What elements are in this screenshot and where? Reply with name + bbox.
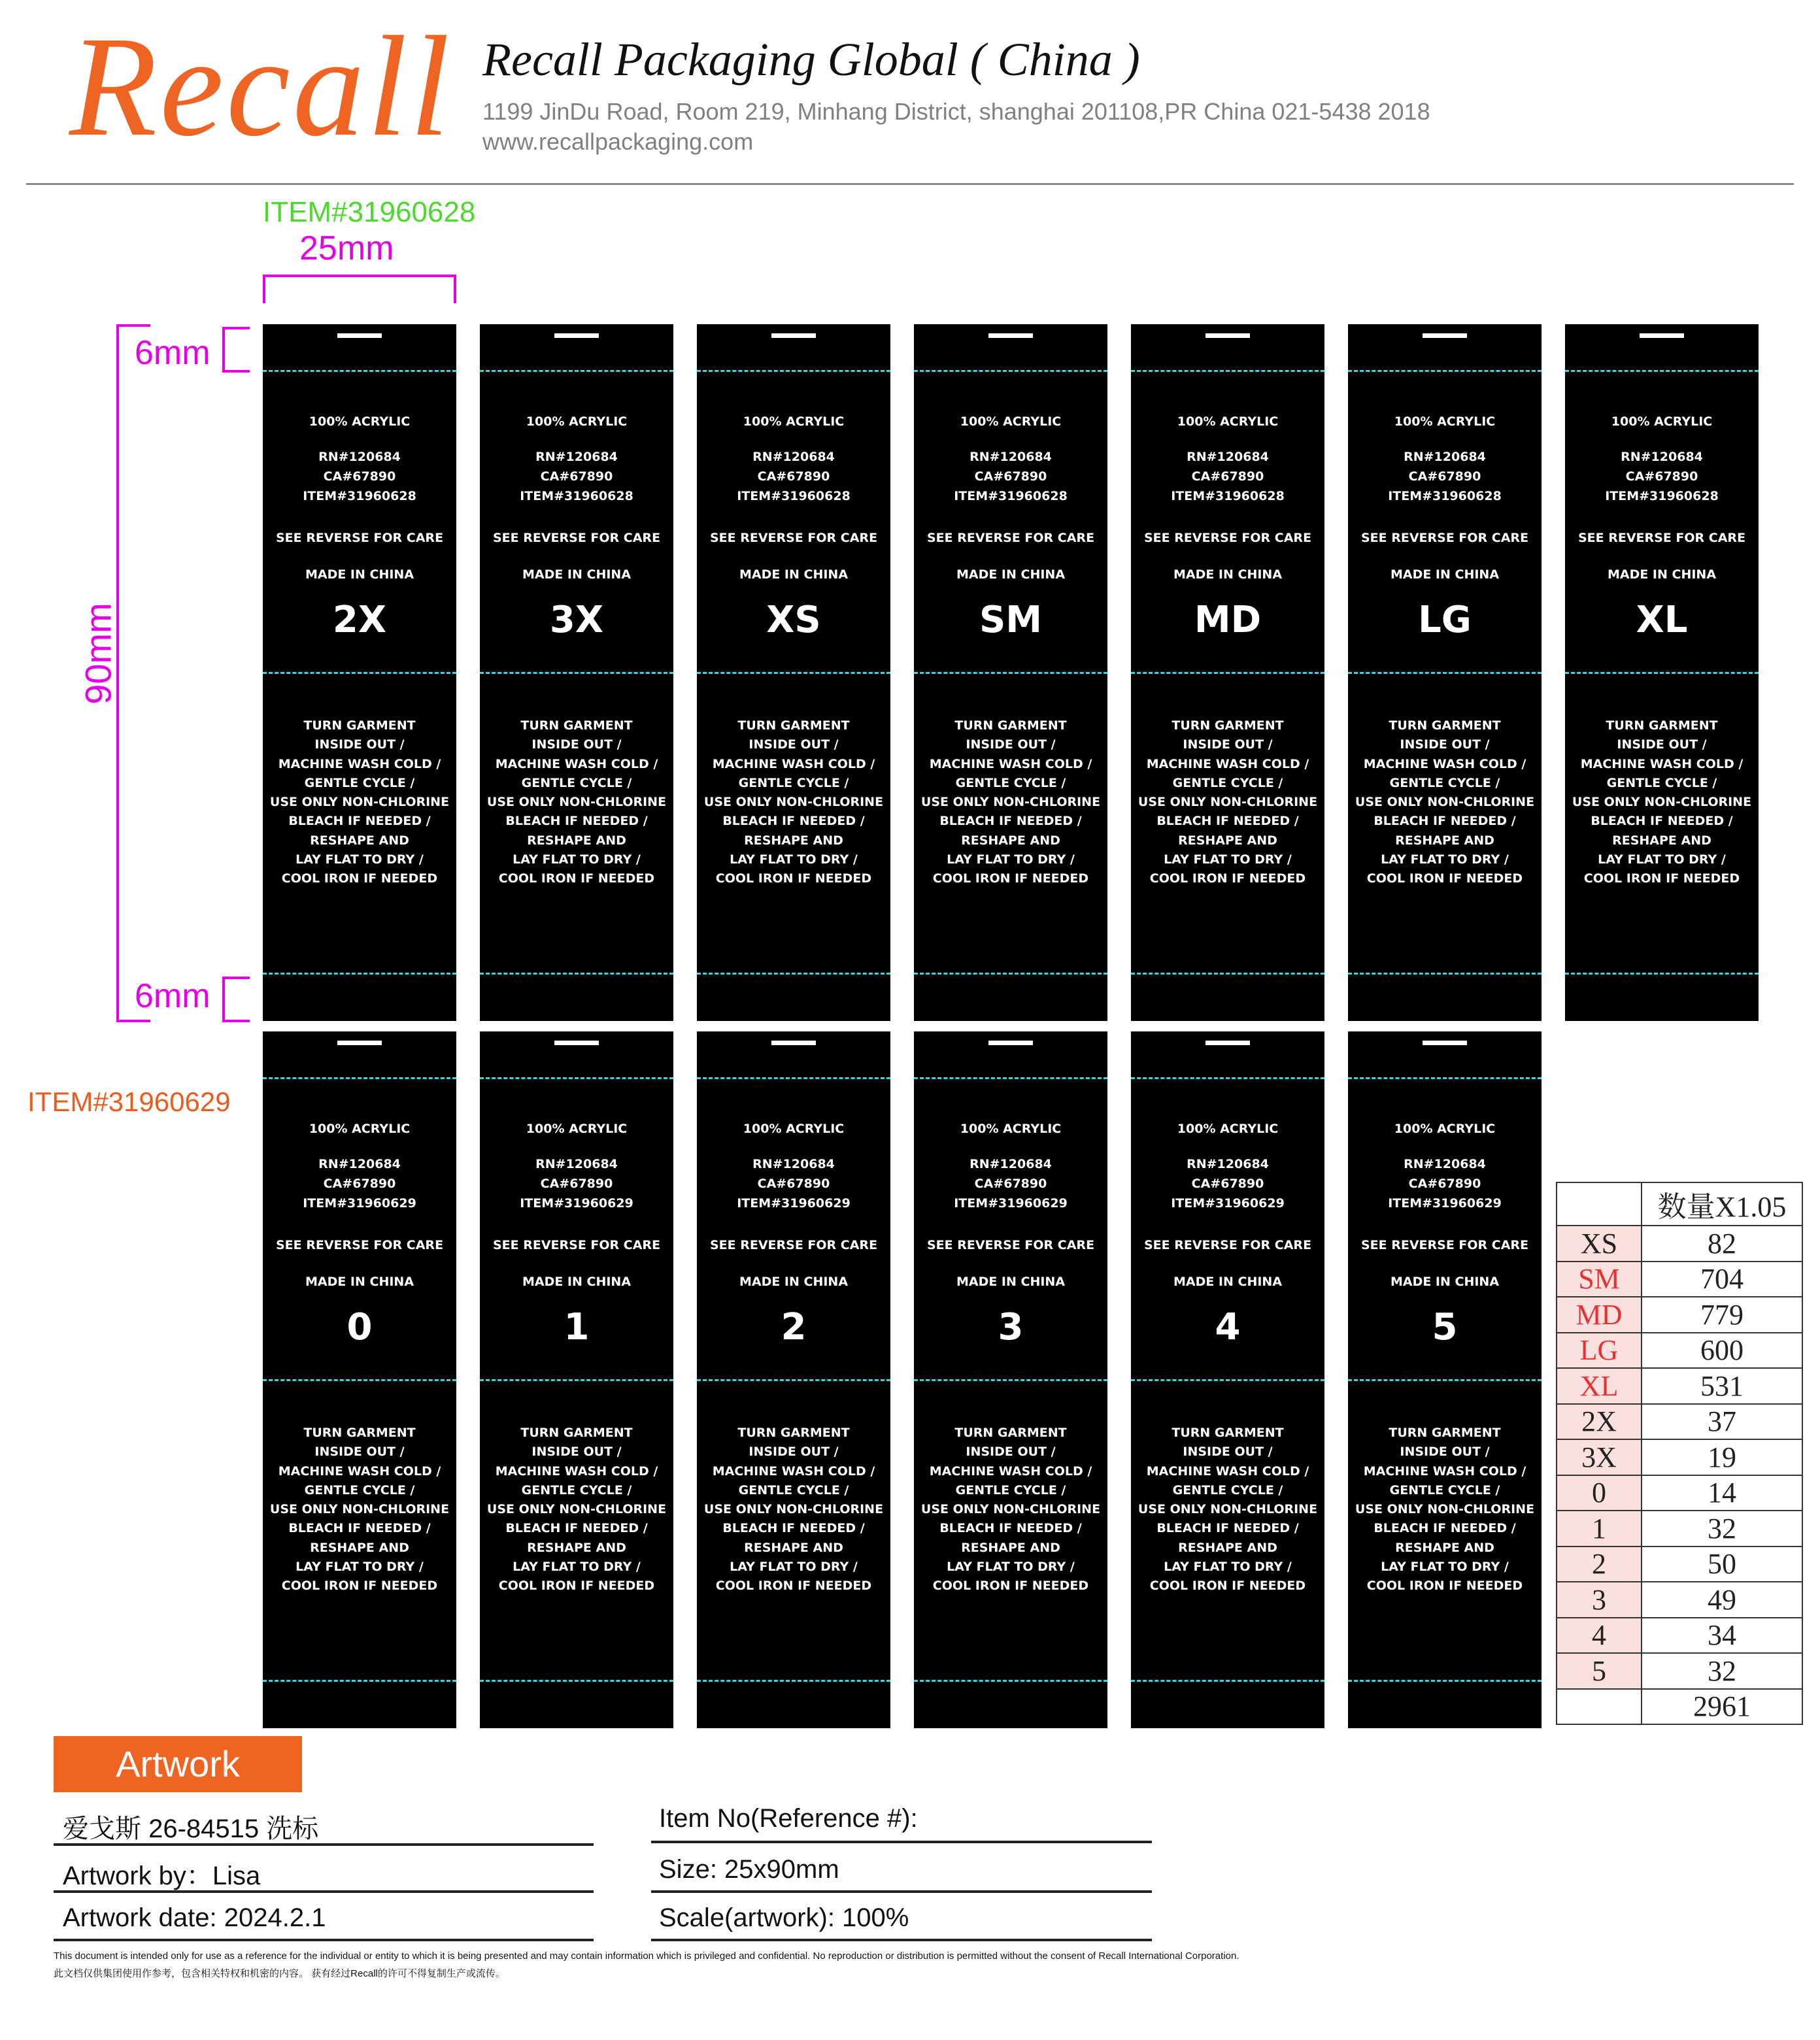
fold-line-middle xyxy=(1131,672,1324,674)
care-label xyxy=(1565,324,1759,1021)
hang-slot xyxy=(771,1041,816,1045)
fold-line-top xyxy=(914,1077,1107,1079)
quantity-cell: 82 xyxy=(1642,1226,1802,1262)
fold-line-middle xyxy=(263,1379,456,1381)
size-mark: 3X xyxy=(549,599,604,641)
fold-line-middle xyxy=(697,672,890,674)
care-instructions: TURN GARMENT INSIDE OUT / MACHINE WASH COLD / GENTLE CYCLE / USE ONLY NON-CHLORINE BLEACH IF NEEDED / RESHAPE AND LAY FLAT TO DRY / COOL IRON IF NEEDED xyxy=(1572,718,1752,886)
fold-line-bottom xyxy=(263,1680,456,1682)
label-item-number: ITEM#31960629 xyxy=(520,1196,633,1211)
ca-number: CA#67890 xyxy=(1191,1177,1264,1191)
rn-number: RN#120684 xyxy=(535,450,618,464)
quantity-cell: 531 xyxy=(1642,1368,1802,1404)
care-instructions: TURN GARMENT INSIDE OUT / MACHINE WASH COLD / GENTLE CYCLE / USE ONLY NON-CHLORINE BLEACH IF NEEDED / RESHAPE AND LAY FLAT TO DRY / COOL IRON IF NEEDED xyxy=(920,718,1101,886)
table-row xyxy=(1557,1618,1802,1654)
fiber-content: 100% ACRYLIC xyxy=(526,414,628,429)
label-item-number: ITEM#31960628 xyxy=(1171,489,1285,503)
fiber-content: 100% ACRYLIC xyxy=(960,414,1062,429)
artwork-by: Artwork by：Lisa xyxy=(63,1862,261,1890)
quantity-cell: 779 xyxy=(1642,1297,1802,1333)
care-instructions: TURN GARMENT INSIDE OUT / MACHINE WASH COLD / GENTLE CYCLE / USE ONLY NON-CHLORINE BLEACH IF NEEDED / RESHAPE AND LAY FLAT TO DRY / COOL IRON IF NEEDED xyxy=(486,1426,667,1594)
label-item-number: ITEM#31960629 xyxy=(1171,1196,1285,1211)
size-cell: 2X xyxy=(1557,1404,1642,1440)
care-label xyxy=(263,324,456,1021)
fold-line-top xyxy=(1131,1077,1324,1079)
label-item-number: ITEM#31960629 xyxy=(303,1196,416,1211)
quantity-cell: 32 xyxy=(1642,1653,1802,1689)
hang-slot xyxy=(771,333,816,338)
care-reference: SEE REVERSE FOR CARE xyxy=(1577,531,1746,545)
care-instructions: TURN GARMENT INSIDE OUT / MACHINE WASH COLD / GENTLE CYCLE / USE ONLY NON-CHLORINE BLEACH IF NEEDED / RESHAPE AND LAY FLAT TO DRY / COOL IRON IF NEEDED xyxy=(703,1426,884,1594)
fiber-content: 100% ACRYLIC xyxy=(1177,414,1279,429)
care-reference: SEE REVERSE FOR CARE xyxy=(275,1238,444,1252)
rn-number: RN#120684 xyxy=(1187,450,1269,464)
size-mark: SM xyxy=(979,599,1043,641)
disclaimer-chinese: 此文档仅供集团使用作参考，包含相关特权和机密的内容。 获有经过Recall的许可不得复制生产或流传。 xyxy=(54,1968,505,1979)
size-mark: 4 xyxy=(1215,1306,1241,1348)
table-row xyxy=(1557,1547,1802,1582)
care-reference: SEE REVERSE FOR CARE xyxy=(1143,1238,1312,1252)
care-reference: SEE REVERSE FOR CARE xyxy=(709,531,878,545)
size-mark: XL xyxy=(1636,599,1688,641)
recall-logo: Recall xyxy=(69,7,452,166)
label-item-number: ITEM#31960629 xyxy=(737,1196,851,1211)
hang-slot xyxy=(1205,1041,1250,1045)
size-cell: 0 xyxy=(1557,1475,1642,1511)
fold-line-top xyxy=(263,370,456,372)
rn-number: RN#120684 xyxy=(969,1157,1052,1171)
fiber-content: 100% ACRYLIC xyxy=(1177,1122,1279,1136)
ca-number: CA#67890 xyxy=(540,469,613,484)
table-row xyxy=(1557,1404,1802,1440)
label-item-number: ITEM#31960628 xyxy=(520,489,633,503)
fold-line-bottom xyxy=(480,1680,673,1682)
size-mark: 0 xyxy=(346,1306,373,1348)
rn-number: RN#120684 xyxy=(752,450,835,464)
care-reference: SEE REVERSE FOR CARE xyxy=(1143,531,1312,545)
ca-number: CA#67890 xyxy=(540,1177,613,1191)
item-number-bottom: ITEM#31960629 xyxy=(27,1086,231,1117)
care-reference: SEE REVERSE FOR CARE xyxy=(926,1238,1095,1252)
fold-line-bottom xyxy=(1565,973,1759,975)
size-cell: SM xyxy=(1557,1262,1642,1297)
fiber-content: 100% ACRYLIC xyxy=(1394,414,1496,429)
fiber-content: 100% ACRYLIC xyxy=(960,1122,1062,1136)
fiber-content: 100% ACRYLIC xyxy=(743,414,845,429)
care-instructions: TURN GARMENT INSIDE OUT / MACHINE WASH COLD / GENTLE CYCLE / USE ONLY NON-CHLORINE BLEACH IF NEEDED / RESHAPE AND LAY FLAT TO DRY / COOL IRON IF NEEDED xyxy=(486,718,667,886)
table-row xyxy=(1557,1439,1802,1475)
label-item-number: ITEM#31960628 xyxy=(737,489,851,503)
company-address: 1199 JinDu Road, Room 219, Minhang District, shanghai 201108,PR China 021-5438 2018 xyxy=(482,98,1430,125)
care-instructions: TURN GARMENT INSIDE OUT / MACHINE WASH COLD / GENTLE CYCLE / USE ONLY NON-CHLORINE BLEACH IF NEEDED / RESHAPE AND LAY FLAT TO DRY / COOL IRON IF NEEDED xyxy=(703,718,884,886)
care-reference: SEE REVERSE FOR CARE xyxy=(275,531,444,545)
fold-line-top xyxy=(697,1077,890,1079)
country-of-origin: MADE IN CHINA xyxy=(305,567,414,582)
size-mark: LG xyxy=(1418,599,1472,641)
label-item-number: ITEM#31960628 xyxy=(303,489,416,503)
label-item-number: ITEM#31960628 xyxy=(1605,489,1719,503)
item-no: Item No(Reference #): xyxy=(659,1804,918,1833)
care-reference: SEE REVERSE FOR CARE xyxy=(492,531,661,545)
care-label xyxy=(914,324,1107,1021)
fold-line-bottom xyxy=(914,1680,1107,1682)
company-website: www.recallpackaging.com xyxy=(482,128,754,155)
ca-number: CA#67890 xyxy=(1408,469,1481,484)
quantity-cell: 14 xyxy=(1642,1475,1802,1511)
care-instructions: TURN GARMENT INSIDE OUT / MACHINE WASH COLD / GENTLE CYCLE / USE ONLY NON-CHLORINE BLEACH IF NEEDED / RESHAPE AND LAY FLAT TO DRY / COOL IRON IF NEEDED xyxy=(269,718,450,886)
size-cell: XL xyxy=(1557,1368,1642,1404)
total-cell: 2961 xyxy=(1642,1689,1802,1725)
care-label xyxy=(1131,324,1324,1021)
size-mark: 1 xyxy=(564,1306,590,1348)
care-instructions: TURN GARMENT INSIDE OUT / MACHINE WASH COLD / GENTLE CYCLE / USE ONLY NON-CHLORINE BLEACH IF NEEDED / RESHAPE AND LAY FLAT TO DRY / COOL IRON IF NEEDED xyxy=(920,1426,1101,1594)
ca-number: CA#67890 xyxy=(1408,1177,1481,1191)
width-dimension: 25mm xyxy=(299,229,394,267)
quantity-table xyxy=(1556,1182,1803,1725)
care-label xyxy=(697,324,890,1021)
table-row xyxy=(1557,1582,1802,1618)
table-row xyxy=(1557,1333,1802,1369)
size-mark: XS xyxy=(766,599,821,641)
fold-line-bottom xyxy=(1131,973,1324,975)
item-no-rule xyxy=(651,1841,1152,1843)
care-reference: SEE REVERSE FOR CARE xyxy=(1360,531,1529,545)
fold-line-middle xyxy=(1348,672,1542,674)
artwork-badge: Artwork xyxy=(54,1736,302,1792)
project-name: 爱戈斯 26-84515 洗标 xyxy=(63,1814,319,1843)
fiber-content: 100% ACRYLIC xyxy=(743,1122,845,1136)
table-row xyxy=(1557,1475,1802,1511)
artwork-date-rule xyxy=(54,1939,594,1941)
size-cell: MD xyxy=(1557,1297,1642,1333)
bottom-margin-bracket xyxy=(222,977,250,1022)
ca-number: CA#67890 xyxy=(1625,469,1698,484)
care-reference: SEE REVERSE FOR CARE xyxy=(926,531,1095,545)
hang-slot xyxy=(988,1041,1033,1045)
fold-line-bottom xyxy=(914,973,1107,975)
fold-line-bottom xyxy=(1131,1680,1324,1682)
fiber-content: 100% ACRYLIC xyxy=(309,1122,411,1136)
fold-line-top xyxy=(1131,370,1324,372)
top-margin-bracket xyxy=(222,327,250,373)
company-name: Recall Packaging Global ( China ) xyxy=(482,33,1140,86)
size-mark: 2X xyxy=(332,599,387,641)
care-label xyxy=(697,1031,890,1728)
rn-number: RN#120684 xyxy=(318,1157,401,1171)
size-cell: 1 xyxy=(1557,1511,1642,1547)
country-of-origin: MADE IN CHINA xyxy=(305,1275,414,1289)
care-label xyxy=(263,1031,456,1728)
country-of-origin: MADE IN CHINA xyxy=(956,1275,1066,1289)
ca-number: CA#67890 xyxy=(323,469,396,484)
hang-slot xyxy=(1423,333,1467,338)
country-of-origin: MADE IN CHINA xyxy=(1173,567,1283,582)
fold-line-bottom xyxy=(697,973,890,975)
ca-number: CA#67890 xyxy=(323,1177,396,1191)
care-reference: SEE REVERSE FOR CARE xyxy=(492,1238,661,1252)
top-margin-dimension: 6mm xyxy=(135,334,211,372)
fold-line-middle xyxy=(914,672,1107,674)
total-label-cell xyxy=(1557,1689,1642,1725)
country-of-origin: MADE IN CHINA xyxy=(522,567,632,582)
table-row xyxy=(1557,1182,1802,1226)
size-cell: 3 xyxy=(1557,1582,1642,1618)
label-item-number: ITEM#31960629 xyxy=(1388,1196,1502,1211)
ca-number: CA#67890 xyxy=(757,1177,830,1191)
size-cell: LG xyxy=(1557,1333,1642,1369)
fold-line-top xyxy=(1348,1077,1542,1079)
artwork-scale: Scale(artwork): 100% xyxy=(659,1903,909,1932)
ca-number: CA#67890 xyxy=(757,469,830,484)
country-of-origin: MADE IN CHINA xyxy=(956,567,1066,582)
care-label xyxy=(1131,1031,1324,1728)
care-label xyxy=(480,324,673,1021)
quantity-cell: 704 xyxy=(1642,1262,1802,1297)
quantity-header: 数量X1.05 xyxy=(1642,1182,1802,1226)
fold-line-middle xyxy=(697,1379,890,1381)
fold-line-bottom xyxy=(697,1680,890,1682)
care-reference: SEE REVERSE FOR CARE xyxy=(709,1238,878,1252)
size-mark: MD xyxy=(1194,599,1262,641)
table-corner xyxy=(1557,1182,1642,1226)
size-cell: 2 xyxy=(1557,1547,1642,1582)
country-of-origin: MADE IN CHINA xyxy=(1390,1275,1500,1289)
fold-line-bottom xyxy=(1348,973,1542,975)
artwork-by-rule xyxy=(54,1890,594,1893)
rn-number: RN#120684 xyxy=(318,450,401,464)
fold-line-top xyxy=(914,370,1107,372)
quantity-cell: 49 xyxy=(1642,1582,1802,1618)
country-of-origin: MADE IN CHINA xyxy=(1173,1275,1283,1289)
table-row xyxy=(1557,1226,1802,1262)
care-reference: SEE REVERSE FOR CARE xyxy=(1360,1238,1529,1252)
care-instructions: TURN GARMENT INSIDE OUT / MACHINE WASH COLD / GENTLE CYCLE / USE ONLY NON-CHLORINE BLEACH IF NEEDED / RESHAPE AND LAY FLAT TO DRY / COOL IRON IF NEEDED xyxy=(1138,718,1318,886)
header-divider xyxy=(26,183,1794,185)
care-label xyxy=(480,1031,673,1728)
quantity-cell: 32 xyxy=(1642,1511,1802,1547)
fold-line-middle xyxy=(1565,672,1759,674)
rn-number: RN#120684 xyxy=(535,1157,618,1171)
country-of-origin: MADE IN CHINA xyxy=(739,567,849,582)
fold-line-bottom xyxy=(1348,1680,1542,1682)
hang-slot xyxy=(337,333,382,338)
disclaimer-english: This document is intended only for use as a reference for the individual or entity to which it is being presented and may contain information which is privileged and confidential. No reproduction or distribution is permitted without the consent of Recall International Corporation. xyxy=(54,1950,1239,1962)
hang-slot xyxy=(1423,1041,1467,1045)
size-cell: 4 xyxy=(1557,1618,1642,1654)
height-bracket xyxy=(116,324,150,1022)
artwork-date: Artwork date: 2024.2.1 xyxy=(63,1903,326,1932)
table-row xyxy=(1557,1653,1802,1689)
table-row xyxy=(1557,1368,1802,1404)
quantity-cell: 50 xyxy=(1642,1547,1802,1582)
size-mark: 5 xyxy=(1432,1306,1458,1348)
fold-line-middle xyxy=(1348,1379,1542,1381)
ca-number: CA#67890 xyxy=(1191,469,1264,484)
fold-line-top xyxy=(480,370,673,372)
size-mark: 2 xyxy=(781,1306,807,1348)
fold-line-bottom xyxy=(263,973,456,975)
table-row xyxy=(1557,1511,1802,1547)
hang-slot xyxy=(554,333,599,338)
fiber-content: 100% ACRYLIC xyxy=(1611,414,1713,429)
size-cell: 5 xyxy=(1557,1653,1642,1689)
fold-line-top xyxy=(1565,370,1759,372)
project-rule xyxy=(54,1843,594,1846)
table-row xyxy=(1557,1689,1802,1725)
fiber-content: 100% ACRYLIC xyxy=(1394,1122,1496,1136)
country-of-origin: MADE IN CHINA xyxy=(1390,567,1500,582)
label-size: Size: 25x90mm xyxy=(659,1855,839,1884)
table-row xyxy=(1557,1297,1802,1333)
height-dimension: 90mm xyxy=(77,603,119,705)
label-item-number: ITEM#31960629 xyxy=(954,1196,1068,1211)
hang-slot xyxy=(988,333,1033,338)
rn-number: RN#120684 xyxy=(752,1157,835,1171)
fold-line-bottom xyxy=(480,973,673,975)
fold-line-top xyxy=(480,1077,673,1079)
quantity-cell: 19 xyxy=(1642,1439,1802,1475)
country-of-origin: MADE IN CHINA xyxy=(739,1275,849,1289)
care-instructions: TURN GARMENT INSIDE OUT / MACHINE WASH COLD / GENTLE CYCLE / USE ONLY NON-CHLORINE BLEACH IF NEEDED / RESHAPE AND LAY FLAT TO DRY / COOL IRON IF NEEDED xyxy=(1355,718,1535,886)
ca-number: CA#67890 xyxy=(974,1177,1047,1191)
width-bracket xyxy=(263,275,456,303)
fiber-content: 100% ACRYLIC xyxy=(309,414,411,429)
rn-number: RN#120684 xyxy=(969,450,1052,464)
quantity-cell: 600 xyxy=(1642,1333,1802,1369)
country-of-origin: MADE IN CHINA xyxy=(522,1275,632,1289)
table-row xyxy=(1557,1262,1802,1297)
item-number-top: ITEM#31960628 xyxy=(263,196,476,228)
scale-rule xyxy=(651,1939,1152,1941)
fiber-content: 100% ACRYLIC xyxy=(526,1122,628,1136)
quantity-cell: 34 xyxy=(1642,1618,1802,1654)
hang-slot xyxy=(554,1041,599,1045)
bottom-margin-dimension: 6mm xyxy=(135,977,211,1015)
fold-line-top xyxy=(1348,370,1542,372)
ca-number: CA#67890 xyxy=(974,469,1047,484)
fold-line-middle xyxy=(914,1379,1107,1381)
size-cell: XS xyxy=(1557,1226,1642,1262)
label-item-number: ITEM#31960628 xyxy=(1388,489,1502,503)
care-label xyxy=(1348,1031,1542,1728)
rn-number: RN#120684 xyxy=(1621,450,1703,464)
rn-number: RN#120684 xyxy=(1404,450,1486,464)
fold-line-top xyxy=(697,370,890,372)
fold-line-middle xyxy=(1131,1379,1324,1381)
care-label xyxy=(1348,324,1542,1021)
hang-slot xyxy=(1640,333,1684,338)
care-instructions: TURN GARMENT INSIDE OUT / MACHINE WASH COLD / GENTLE CYCLE / USE ONLY NON-CHLORINE BLEACH IF NEEDED / RESHAPE AND LAY FLAT TO DRY / COOL IRON IF NEEDED xyxy=(269,1426,450,1594)
care-label xyxy=(914,1031,1107,1728)
care-instructions: TURN GARMENT INSIDE OUT / MACHINE WASH COLD / GENTLE CYCLE / USE ONLY NON-CHLORINE BLEACH IF NEEDED / RESHAPE AND LAY FLAT TO DRY / COOL IRON IF NEEDED xyxy=(1138,1426,1318,1594)
quantity-cell: 37 xyxy=(1642,1404,1802,1440)
fold-line-top xyxy=(263,1077,456,1079)
size-cell: 3X xyxy=(1557,1439,1642,1475)
label-item-number: ITEM#31960628 xyxy=(954,489,1068,503)
size-rule xyxy=(651,1890,1152,1893)
fold-line-middle xyxy=(480,672,673,674)
rn-number: RN#120684 xyxy=(1187,1157,1269,1171)
fold-line-middle xyxy=(480,1379,673,1381)
fold-line-middle xyxy=(263,672,456,674)
care-instructions: TURN GARMENT INSIDE OUT / MACHINE WASH COLD / GENTLE CYCLE / USE ONLY NON-CHLORINE BLEACH IF NEEDED / RESHAPE AND LAY FLAT TO DRY / COOL IRON IF NEEDED xyxy=(1355,1426,1535,1594)
size-mark: 3 xyxy=(998,1306,1024,1348)
country-of-origin: MADE IN CHINA xyxy=(1607,567,1717,582)
hang-slot xyxy=(337,1041,382,1045)
rn-number: RN#120684 xyxy=(1404,1157,1486,1171)
hang-slot xyxy=(1205,333,1250,338)
